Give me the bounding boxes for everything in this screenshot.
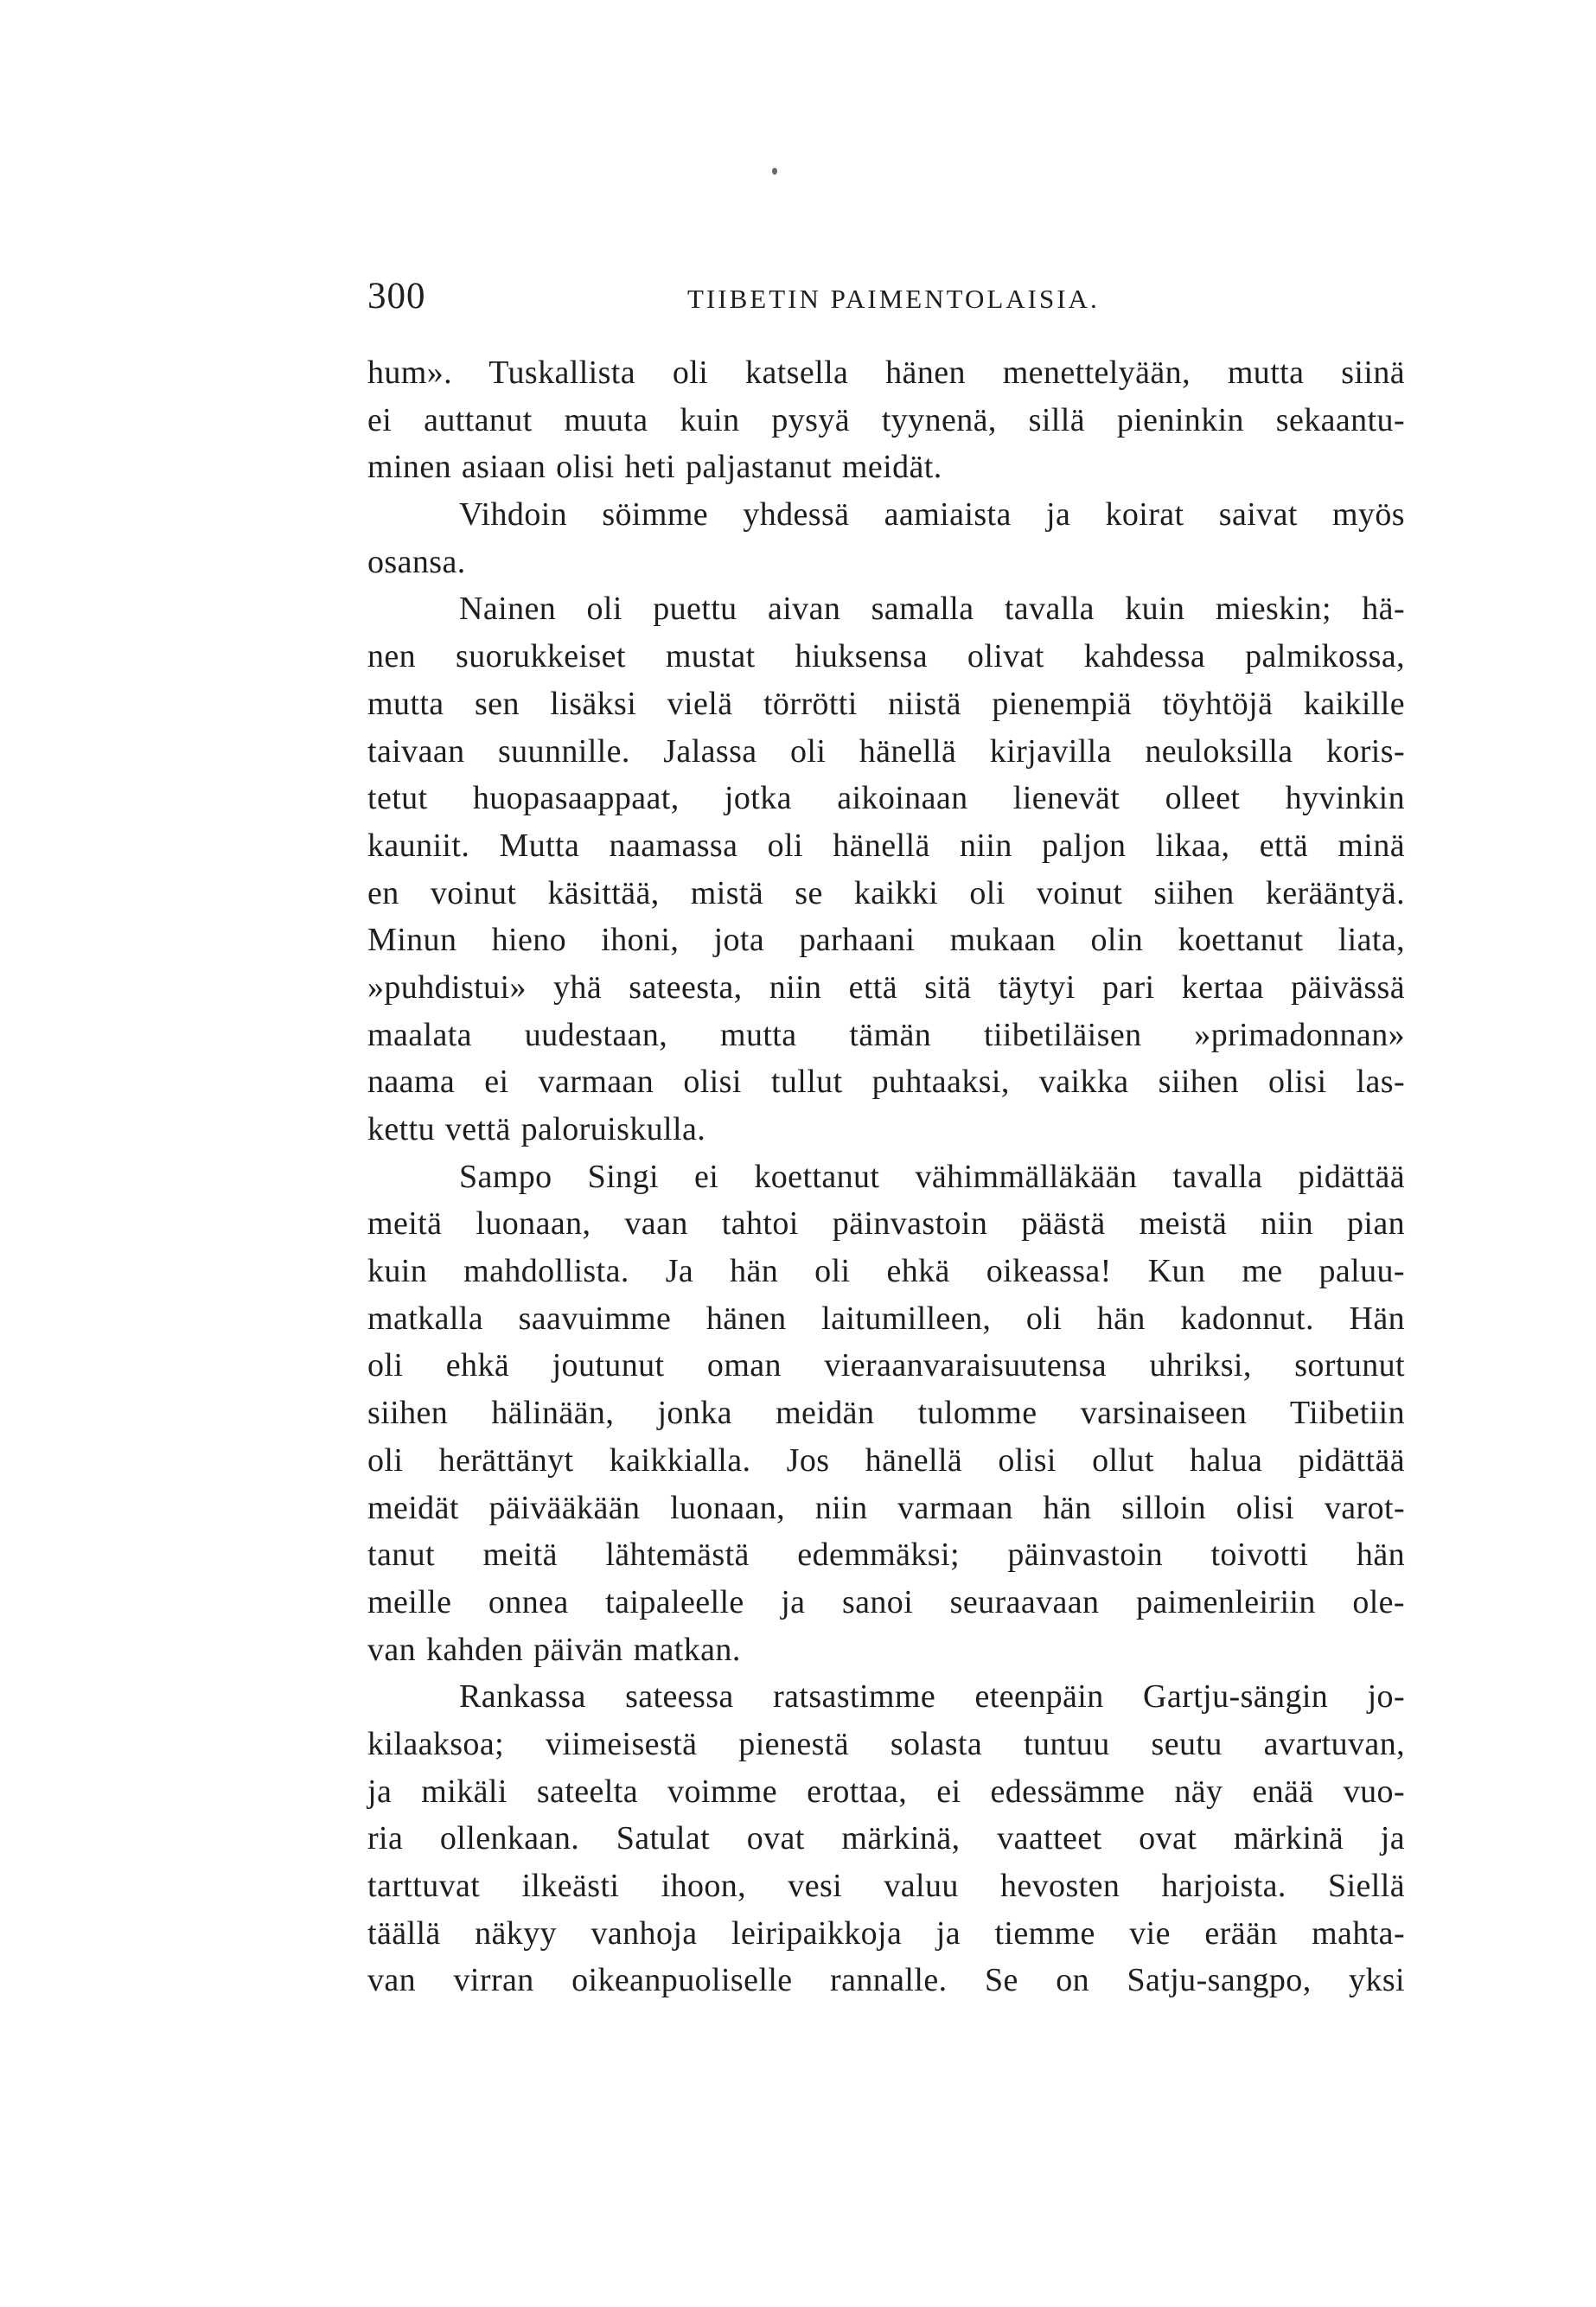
text-line: kettu vettä paloruiskulla. <box>367 1111 706 1147</box>
text-line: siihen hälinään, jonka meidän tulomme varsinaiseen Tiibetiin <box>367 1395 1405 1432</box>
text-line: Vihdoin söimme yhdessä aamiaista ja koirat saivat myös <box>459 496 1405 534</box>
text-line: ria ollenkaan. Satulat ovat märkinä, vaatteet ovat märkinä ja <box>367 1820 1405 1857</box>
text-line: ei auttanut muuta kuin pysyä tyynenä, sillä pieninkin sekaantu- <box>367 401 1405 438</box>
text-line: kuin mahdollista. Ja hän oli ehkä oikeassa! Kun me paluu- <box>367 1253 1405 1290</box>
text-line: en voinut käsittää, mistä se kaikki oli voinut siihen kerääntyä. <box>367 874 1405 911</box>
text-line: van virran oikeanpuoliselle rannalle. Se on Satju-sangpo, yksi <box>367 1962 1405 1999</box>
text-line: oli ehkä joutunut oman vieraanvaraisuutensa uhriksi, sortunut <box>367 1347 1405 1384</box>
text-line: Sampo Singi ei koettanut vähimmälläkään tavalla pidättää <box>459 1158 1405 1195</box>
text-line: naama ei varmaan olisi tullut puhtaaksi, vaikka siihen olisi las- <box>367 1064 1405 1101</box>
text-line: Minun hieno ihoni, jota parhaani mukaan olin koettanut liata, <box>367 922 1405 959</box>
text-line: oli herättänyt kaikkialla. Jos hänellä olisi ollut halua pidättää <box>367 1441 1405 1479</box>
running-title: TIIBETIN PAIMENTOLAISIA. <box>687 284 1100 314</box>
text-line: Nainen oli puettu aivan samalla tavalla kuin mieskin; hä- <box>459 591 1405 628</box>
text-line: meille onnea taipaleelle ja sanoi seuraavaan paimenleiriin ole- <box>367 1583 1405 1620</box>
text-line: tarttuvat ilkeästi ihoon, vesi valuu hevosten harjoista. Siellä <box>367 1868 1405 1904</box>
text-line: hum». Tuskallista oli katsella hänen menettelyään, mutta siinä <box>367 355 1405 391</box>
text-line: minen asiaan olisi heti paljastanut meidät. <box>367 449 942 486</box>
text-line: meidät päivääkään luonaan, niin varmaan hän silloin olisi varot- <box>367 1489 1405 1526</box>
text-line: mutta sen lisäksi vielä törrötti niistä pienempiä töyhtöjä kaikille <box>367 685 1405 722</box>
text-line: tanut meitä lähtemästä edemmäksi; päinvastoin toivotti hän <box>367 1537 1405 1574</box>
page-number: 300 <box>367 276 426 316</box>
text-line: »puhdistui» yhä sateesta, niin että sitä täytyi pari kertaa päivässä <box>367 968 1405 1006</box>
text-line: tetut huopasaappaat, jotka aikoinaan lienevät olleet hyvinkin <box>367 780 1405 817</box>
text-line: kilaaksoa; viimeisestä pienestä solasta tuntuu seutu avartuvan, <box>367 1725 1405 1762</box>
text-line: van kahden päivän matkan. <box>367 1631 741 1668</box>
page-header <box>367 275 1405 327</box>
text-line: täällä näkyy vanhoja leiripaikkoja ja tiemme vie erään mahta- <box>367 1914 1405 1952</box>
text-line: maalata uudestaan, mutta tämän tiibetiläisen »primadonnan» <box>367 1016 1405 1053</box>
text-line: meitä luonaan, vaan tahtoi päinvastoin päästä meistä niin pian <box>367 1205 1405 1243</box>
text-line: matkalla saavuimme hänen laitumilleen, oli hän kadonnut. Hän <box>367 1300 1405 1337</box>
text-line: taivaan suunnille. Jalassa oli hänellä kirjavilla neuloksilla koris- <box>367 732 1405 770</box>
text-line: Rankassa sateessa ratsastimme eteenpäin Gartju-sängin jo- <box>459 1678 1405 1716</box>
text-line: kauniit. Mutta naamassa oli hänellä niin paljon likaa, että minä <box>367 827 1405 864</box>
body-text <box>367 349 1405 2004</box>
ink-speck <box>772 168 777 175</box>
text-line: nen suorukkeiset mustat hiuksensa olivat kahdessa palmikossa, <box>367 638 1405 675</box>
text-line: osansa. <box>367 543 466 580</box>
text-line: ja mikäli sateelta voimme erottaa, ei edessämme näy enää vuo- <box>367 1773 1405 1810</box>
